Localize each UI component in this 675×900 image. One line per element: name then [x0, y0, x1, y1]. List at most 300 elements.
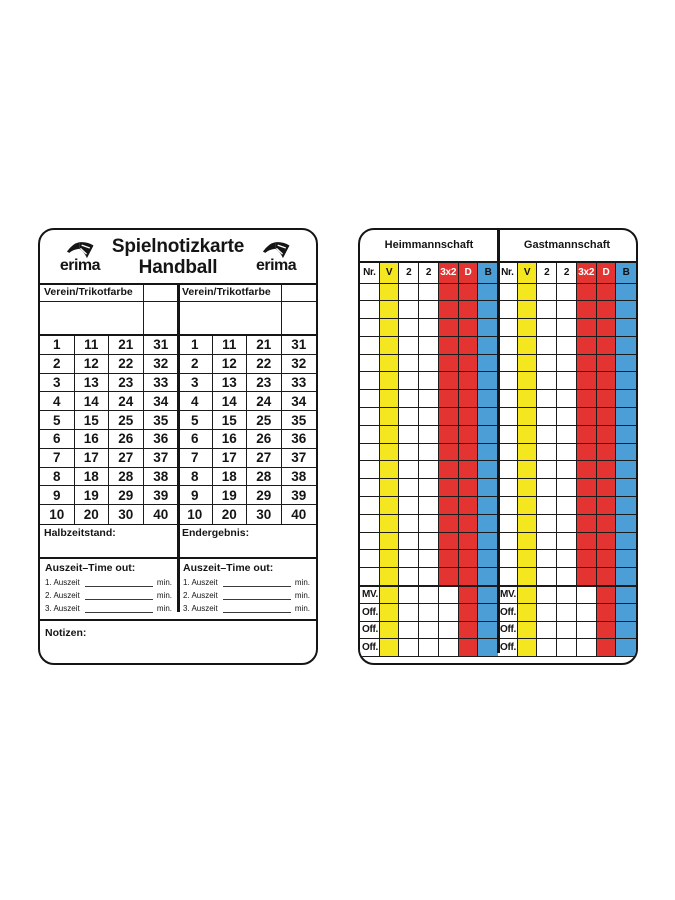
penalty-cell: [557, 284, 577, 302]
penalty-cell: [459, 550, 479, 568]
penalty-bottom-cell: [557, 639, 577, 657]
penalty-cell: [459, 426, 479, 444]
goal-number-cell: 32: [144, 355, 179, 374]
penalty-cell: [439, 337, 459, 355]
goal-number-cell: 30: [247, 505, 282, 524]
penalty-cell: [478, 550, 498, 568]
goal-number-cell: 10: [178, 505, 213, 524]
penalty-cell: [459, 355, 479, 373]
penalty-cell: [360, 461, 380, 479]
jersey-color-cell: [282, 302, 317, 334]
card-center-divider: [497, 230, 500, 653]
penalty-cell: [419, 372, 439, 390]
goal-number-cell: 12: [75, 355, 110, 374]
penalty-col-header-nr: Nr.: [360, 263, 380, 284]
penalty-cell: [498, 301, 518, 319]
goal-number-cell: 40: [291, 507, 307, 523]
officials-label-cell: Off.: [498, 639, 518, 657]
goal-number-cell: 2: [40, 355, 75, 374]
goal-number-cell: 3: [40, 374, 75, 393]
timeout-fill-line: [85, 602, 153, 613]
goal-number-cell: 10: [40, 505, 75, 524]
penalty-cell: [498, 533, 518, 551]
penalty-cell: [478, 319, 498, 337]
penalty-bottom-cell: [518, 604, 538, 622]
penalty-cell: [478, 284, 498, 302]
penalty-cell: [399, 461, 419, 479]
notes-section: [40, 619, 316, 663]
penalty-col-header-3x2: 3x2: [577, 263, 597, 284]
goal-number-cell: 4: [40, 392, 75, 411]
penalty-cell: [380, 301, 400, 319]
team-entry-cell: [40, 302, 144, 334]
penalty-cell: [616, 461, 636, 479]
penalty-cell: [597, 284, 617, 302]
penalty-cell: [616, 408, 636, 426]
penalty-cell: [360, 550, 380, 568]
penalty-cell: [498, 568, 518, 586]
penalty-bottom-cell: [478, 604, 498, 622]
erima-logo: [244, 241, 308, 273]
penalty-cell: [518, 355, 538, 373]
timeout-row-label: 3. Auszeit: [183, 604, 218, 613]
goal-number-cell: 12: [213, 355, 248, 374]
penalty-cell: [616, 372, 636, 390]
penalty-cell: [537, 390, 557, 408]
penalty-cell: [518, 568, 538, 586]
penalty-bottom-cell: [439, 639, 459, 657]
goal-number-cell: 29: [247, 486, 282, 505]
erima-emblem-icon: [261, 241, 291, 259]
penalty-cell: [439, 550, 459, 568]
penalty-cell: [459, 372, 479, 390]
penalty-cell: [478, 444, 498, 462]
penalty-cell: [459, 390, 479, 408]
penalty-cell: [498, 515, 518, 533]
penalty-cell: [360, 568, 380, 586]
penalty-cell: [380, 550, 400, 568]
penalty-col-header-v: V: [380, 263, 400, 284]
erima-wordmark: erima: [59, 256, 101, 274]
penalty-cell: [360, 479, 380, 497]
card-title: [112, 236, 244, 278]
officials-label-cell: Off.: [498, 622, 518, 640]
goal-number-cell: 8: [40, 468, 75, 487]
penalty-cell: [360, 426, 380, 444]
penalty-bottom-cell: [597, 604, 617, 622]
penalty-cell: [498, 550, 518, 568]
penalty-cell: [439, 497, 459, 515]
goal-number-cell: 11: [213, 336, 248, 355]
goal-number-cell: 14: [75, 392, 110, 411]
penalty-cell: [537, 319, 557, 337]
halftime-label: Halbzeitstand:: [44, 527, 116, 539]
penalty-bottom-cell: [419, 639, 439, 657]
penalty-cell: [577, 568, 597, 586]
timeout-min-label: min.: [156, 604, 172, 613]
goal-number-cell: 31: [282, 336, 317, 355]
right-card: [358, 228, 638, 665]
penalty-bottom-cell: [419, 622, 439, 640]
penalty-cell: [557, 355, 577, 373]
penalty-cell: [518, 461, 538, 479]
penalty-cell: [399, 533, 419, 551]
penalty-cell: [498, 479, 518, 497]
penalty-cell: [557, 461, 577, 479]
penalty-cell: [498, 355, 518, 373]
penalty-cell: [518, 426, 538, 444]
goal-number-cell: 16: [75, 430, 110, 449]
goal-number-cell: 27: [247, 449, 282, 468]
penalty-bottom-cell: [478, 586, 498, 604]
jersey-color-cell: [144, 302, 179, 334]
penalty-cell: [399, 390, 419, 408]
penalty-cell: [557, 550, 577, 568]
penalty-cell: [577, 533, 597, 551]
goal-number-cell: 35: [144, 411, 179, 430]
penalty-cell: [439, 319, 459, 337]
penalty-cell: [616, 337, 636, 355]
penalty-cell: [380, 337, 400, 355]
penalty-cell: [518, 319, 538, 337]
penalty-cell: [478, 533, 498, 551]
penalty-cell: [380, 408, 400, 426]
penalty-bottom-cell: [459, 639, 479, 657]
goal-number-cell: 3: [178, 374, 213, 393]
penalty-cell: [459, 533, 479, 551]
penalty-bottom-cell: [537, 604, 557, 622]
penalty-cell: [518, 284, 538, 302]
penalty-cell: [498, 426, 518, 444]
penalty-cell: [537, 533, 557, 551]
penalty-cell: [380, 355, 400, 373]
penalty-cell: [439, 515, 459, 533]
penalty-bottom-cell: [399, 604, 419, 622]
penalty-cell: [380, 461, 400, 479]
penalty-cell: [419, 355, 439, 373]
penalty-cell: [537, 461, 557, 479]
penalty-bottom-cell: [439, 586, 459, 604]
penalty-cell: [616, 426, 636, 444]
penalty-bottom-cell: [537, 586, 557, 604]
timeout-min-label: min.: [294, 591, 310, 600]
penalty-cell: [577, 408, 597, 426]
penalty-cell: [557, 444, 577, 462]
goal-number-cell: 30: [109, 505, 144, 524]
timeout-min-label: min.: [294, 604, 310, 613]
penalty-cell: [597, 337, 617, 355]
penalty-cell: [459, 479, 479, 497]
penalty-bottom-cell: [478, 639, 498, 657]
penalty-cell: [399, 355, 419, 373]
goal-number-cell: 37: [282, 449, 317, 468]
goal-number-cell: 35: [282, 411, 317, 430]
penalty-bottom-cell: [399, 639, 419, 657]
officials-label-cell: Off.: [498, 604, 518, 622]
penalty-bottom-cell: [380, 639, 400, 657]
penalty-bottom-cell: [459, 604, 479, 622]
home-penalty-grid: [360, 263, 498, 658]
penalty-cell: [616, 319, 636, 337]
penalty-cell: [597, 301, 617, 319]
goal-number-cell: 32: [282, 355, 317, 374]
team-entry-cell: [178, 302, 282, 334]
penalty-cell: [577, 284, 597, 302]
goal-number-cell: 22: [109, 355, 144, 374]
penalty-cell: [557, 479, 577, 497]
goal-number-cell: 24: [109, 392, 144, 411]
penalty-bottom-cell: [399, 586, 419, 604]
penalty-bottom-cell: [478, 622, 498, 640]
penalty-cell: [399, 568, 419, 586]
timeout-min-label: min.: [294, 578, 310, 587]
penalty-cell: [360, 408, 380, 426]
penalty-cell: [380, 284, 400, 302]
card-title-line2: Handball: [138, 256, 218, 278]
penalty-bottom-cell: [459, 586, 479, 604]
goal-number-cell: 16: [213, 430, 248, 449]
timeout-row-label: 2. Auszeit: [45, 591, 80, 600]
halftime-score-cell: [40, 525, 178, 557]
goal-number-cell: 13: [213, 374, 248, 393]
erima-logo: [48, 241, 112, 273]
penalty-cell: [616, 355, 636, 373]
goal-number-cell: 15: [75, 411, 110, 430]
penalty-cell: [577, 479, 597, 497]
officials-label-cell: MV.: [498, 586, 518, 604]
penalty-cell: [419, 408, 439, 426]
penalty-cell: [399, 515, 419, 533]
goal-number-cell: 19: [75, 486, 110, 505]
penalty-cell: [498, 390, 518, 408]
penalty-cell: [577, 515, 597, 533]
penalty-bottom-cell: [616, 604, 636, 622]
penalty-cell: [557, 497, 577, 515]
goal-number-cell: 5: [40, 411, 75, 430]
penalty-cell: [597, 426, 617, 444]
penalty-cell: [419, 497, 439, 515]
penalty-cell: [419, 568, 439, 586]
goal-number-cell: 28: [109, 468, 144, 487]
officials-label-cell: MV.: [360, 586, 380, 604]
team-half: [178, 302, 316, 334]
goal-number-cell: 17: [75, 449, 110, 468]
penalty-cell: [459, 461, 479, 479]
goal-number-cell: 21: [109, 336, 144, 355]
penalty-cell: [419, 284, 439, 302]
goal-number-cell: 27: [109, 449, 144, 468]
penalty-bottom-cell: [616, 586, 636, 604]
penalty-bottom-cell: [577, 639, 597, 657]
timeout-row-label: 3. Auszeit: [45, 604, 80, 613]
goal-number-cell: 25: [109, 411, 144, 430]
penalty-cell: [518, 497, 538, 515]
penalty-cell: [537, 337, 557, 355]
timeout-fill-line: [85, 576, 153, 587]
penalty-cell: [478, 497, 498, 515]
penalty-cell: [439, 355, 459, 373]
penalty-cell: [380, 372, 400, 390]
penalty-bottom-cell: [557, 622, 577, 640]
penalty-cell: [439, 533, 459, 551]
goal-number-cell: 28: [247, 468, 282, 487]
penalty-cell: [557, 515, 577, 533]
goal-number-cell: 34: [144, 392, 179, 411]
penalty-cell: [537, 301, 557, 319]
penalty-cell: [399, 337, 419, 355]
penalty-cell: [459, 284, 479, 302]
jersey-color-cell: [144, 285, 179, 301]
penalty-col-header-3x2: 3x2: [439, 263, 459, 284]
number-grid-half: [40, 336, 178, 524]
penalty-cell: [478, 301, 498, 319]
penalty-cell: [577, 444, 597, 462]
penalty-col-header-d: D: [459, 263, 479, 284]
penalty-cell: [498, 444, 518, 462]
penalty-cell: [399, 550, 419, 568]
penalty-bottom-cell: [459, 622, 479, 640]
penalty-col-header-b: B: [478, 263, 498, 284]
penalty-cell: [537, 479, 557, 497]
penalty-cell: [360, 284, 380, 302]
penalty-cell: [616, 444, 636, 462]
penalty-cell: [537, 426, 557, 444]
timeout-half: [40, 559, 178, 619]
penalty-bottom-cell: [557, 586, 577, 604]
penalty-cell: [537, 568, 557, 586]
penalty-cell: [577, 497, 597, 515]
penalty-cell: [616, 479, 636, 497]
penalty-cell: [380, 319, 400, 337]
goal-number-cell: 33: [282, 374, 317, 393]
officials-label-cell: Off.: [360, 622, 380, 640]
penalty-cell: [518, 550, 538, 568]
penalty-cell: [577, 390, 597, 408]
goal-number-cell: 13: [75, 374, 110, 393]
number-grid-half: [178, 336, 316, 524]
goal-number-cell: 37: [144, 449, 179, 468]
penalty-cell: [360, 337, 380, 355]
goal-number-cell: 21: [247, 336, 282, 355]
penalty-cell: [498, 337, 518, 355]
penalty-cell: [518, 390, 538, 408]
penalty-cell: [478, 515, 498, 533]
penalty-cell: [439, 479, 459, 497]
home-team-header: Heimmannschaft: [384, 239, 474, 252]
card-title-line1: Spielnotizkarte: [111, 235, 245, 257]
penalty-cell: [439, 284, 459, 302]
penalty-cell: [557, 319, 577, 337]
penalty-cell: [360, 515, 380, 533]
penalty-bottom-cell: [518, 586, 538, 604]
timeout-fill-line: [223, 589, 291, 600]
penalty-cell: [360, 390, 380, 408]
goal-number-cell: 14: [213, 392, 248, 411]
penalty-cell: [498, 284, 518, 302]
penalty-cell: [459, 515, 479, 533]
goal-number-cell: 20: [213, 505, 248, 524]
goal-number-cell: 18: [213, 468, 248, 487]
penalty-cell: [597, 408, 617, 426]
penalty-cell: [498, 319, 518, 337]
penalty-cell: [360, 533, 380, 551]
penalty-cell: [498, 372, 518, 390]
timeout-row-label: 1. Auszeit: [183, 578, 218, 587]
penalty-cell: [498, 497, 518, 515]
timeout-half: [178, 559, 316, 619]
officials-label-cell: Off.: [360, 639, 380, 657]
penalty-cell: [537, 515, 557, 533]
penalty-bottom-cell: [439, 622, 459, 640]
goal-number-cell: 11: [75, 336, 110, 355]
penalty-bottom-cell: [518, 639, 538, 657]
goal-number-cell: 17: [213, 449, 248, 468]
penalty-cell: [518, 444, 538, 462]
timeout-row-label: 2. Auszeit: [183, 591, 218, 600]
penalty-bottom-cell: [597, 639, 617, 657]
penalty-cell: [419, 337, 439, 355]
penalty-cell: [419, 461, 439, 479]
penalty-cell: [380, 426, 400, 444]
goal-number-cell: 24: [247, 392, 282, 411]
penalty-col-header-d: D: [597, 263, 617, 284]
penalty-cell: [380, 497, 400, 515]
penalty-cell: [399, 497, 419, 515]
penalty-col-header-nr: Nr.: [498, 263, 518, 284]
penalty-cell: [537, 550, 557, 568]
penalty-cell: [577, 550, 597, 568]
penalty-cell: [597, 497, 617, 515]
penalty-cell: [518, 479, 538, 497]
penalty-cell: [439, 461, 459, 479]
timeout-row: [45, 589, 172, 602]
penalty-cell: [459, 301, 479, 319]
penalty-bottom-cell: [577, 586, 597, 604]
penalty-cell: [419, 301, 439, 319]
penalty-cell: [597, 533, 617, 551]
penalty-cell: [459, 319, 479, 337]
penalty-bottom-cell: [419, 604, 439, 622]
timeout-row-label: 1. Auszeit: [45, 578, 80, 587]
timeout-header: Auszeit–Time out:: [45, 562, 136, 574]
penalty-bottom-cell: [380, 586, 400, 604]
erima-emblem-icon: [65, 241, 95, 259]
penalty-cell: [419, 533, 439, 551]
penalty-cell: [597, 319, 617, 337]
goal-number-cell: 19: [213, 486, 248, 505]
timeout-min-label: min.: [156, 578, 172, 587]
erima-wordmark: erima: [255, 256, 297, 274]
timeout-header: Auszeit–Time out:: [183, 562, 274, 574]
penalty-cell: [616, 284, 636, 302]
penalty-cell: [419, 550, 439, 568]
penalty-cell: [459, 444, 479, 462]
timeout-row: [183, 576, 310, 589]
penalty-cell: [557, 390, 577, 408]
penalty-cell: [399, 426, 419, 444]
penalty-bottom-cell: [399, 622, 419, 640]
penalty-cell: [597, 390, 617, 408]
penalty-cell: [498, 408, 518, 426]
penalty-cell: [439, 301, 459, 319]
penalty-cell: [577, 426, 597, 444]
penalty-bottom-cell: [419, 586, 439, 604]
penalty-cell: [399, 301, 419, 319]
penalty-cell: [459, 497, 479, 515]
penalty-col-header-v: V: [518, 263, 538, 284]
goal-number-cell: 39: [144, 486, 179, 505]
penalty-cell: [616, 515, 636, 533]
